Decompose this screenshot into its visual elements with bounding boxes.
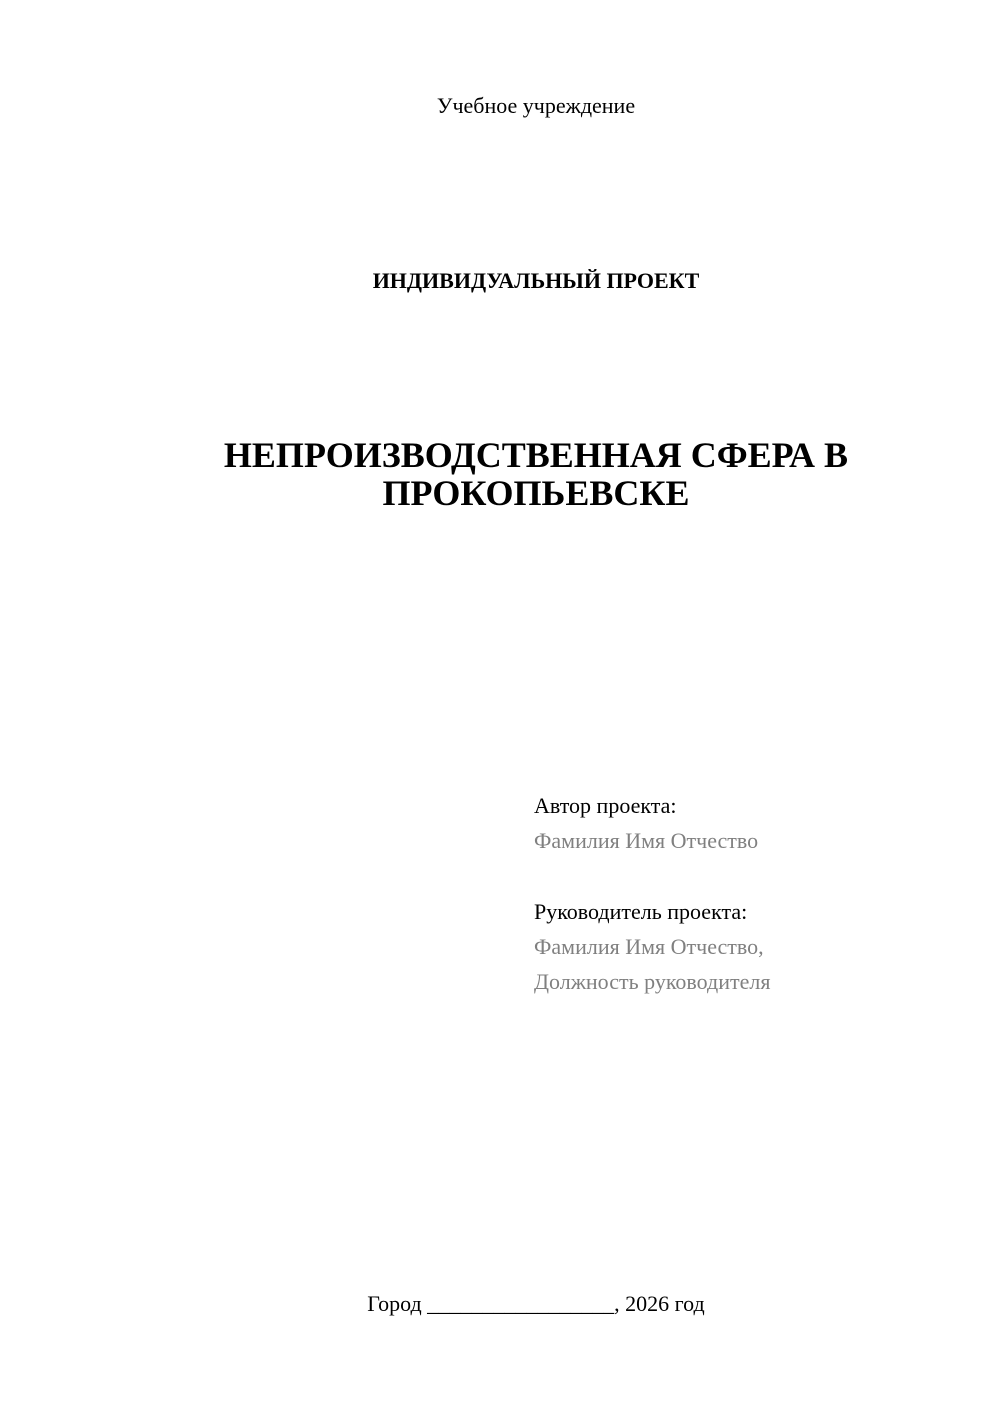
supervisor-name: Фамилия Имя Отчество,: [534, 934, 764, 959]
author-name: Фамилия Имя Отчество: [534, 828, 759, 853]
info-spacer: [534, 858, 974, 894]
project-type-heading: ИНДИВИДУАЛЬНЫЙ ПРОЕКТ: [372, 268, 700, 293]
institution-name: Учебное учреждение: [436, 93, 636, 118]
project-title: [150, 436, 922, 512]
supervisor-position: Должность руководителя: [534, 969, 771, 994]
city-year-footer: Город _________________, 2026 год: [367, 1291, 705, 1316]
project-info-block: [534, 788, 974, 999]
supervisor-label: Руководитель проекта:: [534, 899, 748, 924]
author-label: Автор проекта:: [534, 793, 677, 818]
project-title-line-1: НЕПРОИЗВОДСТВЕННАЯ СФЕРА В: [223, 435, 849, 475]
project-title-line-2: ПРОКОПЬЕВСКЕ: [382, 473, 690, 513]
